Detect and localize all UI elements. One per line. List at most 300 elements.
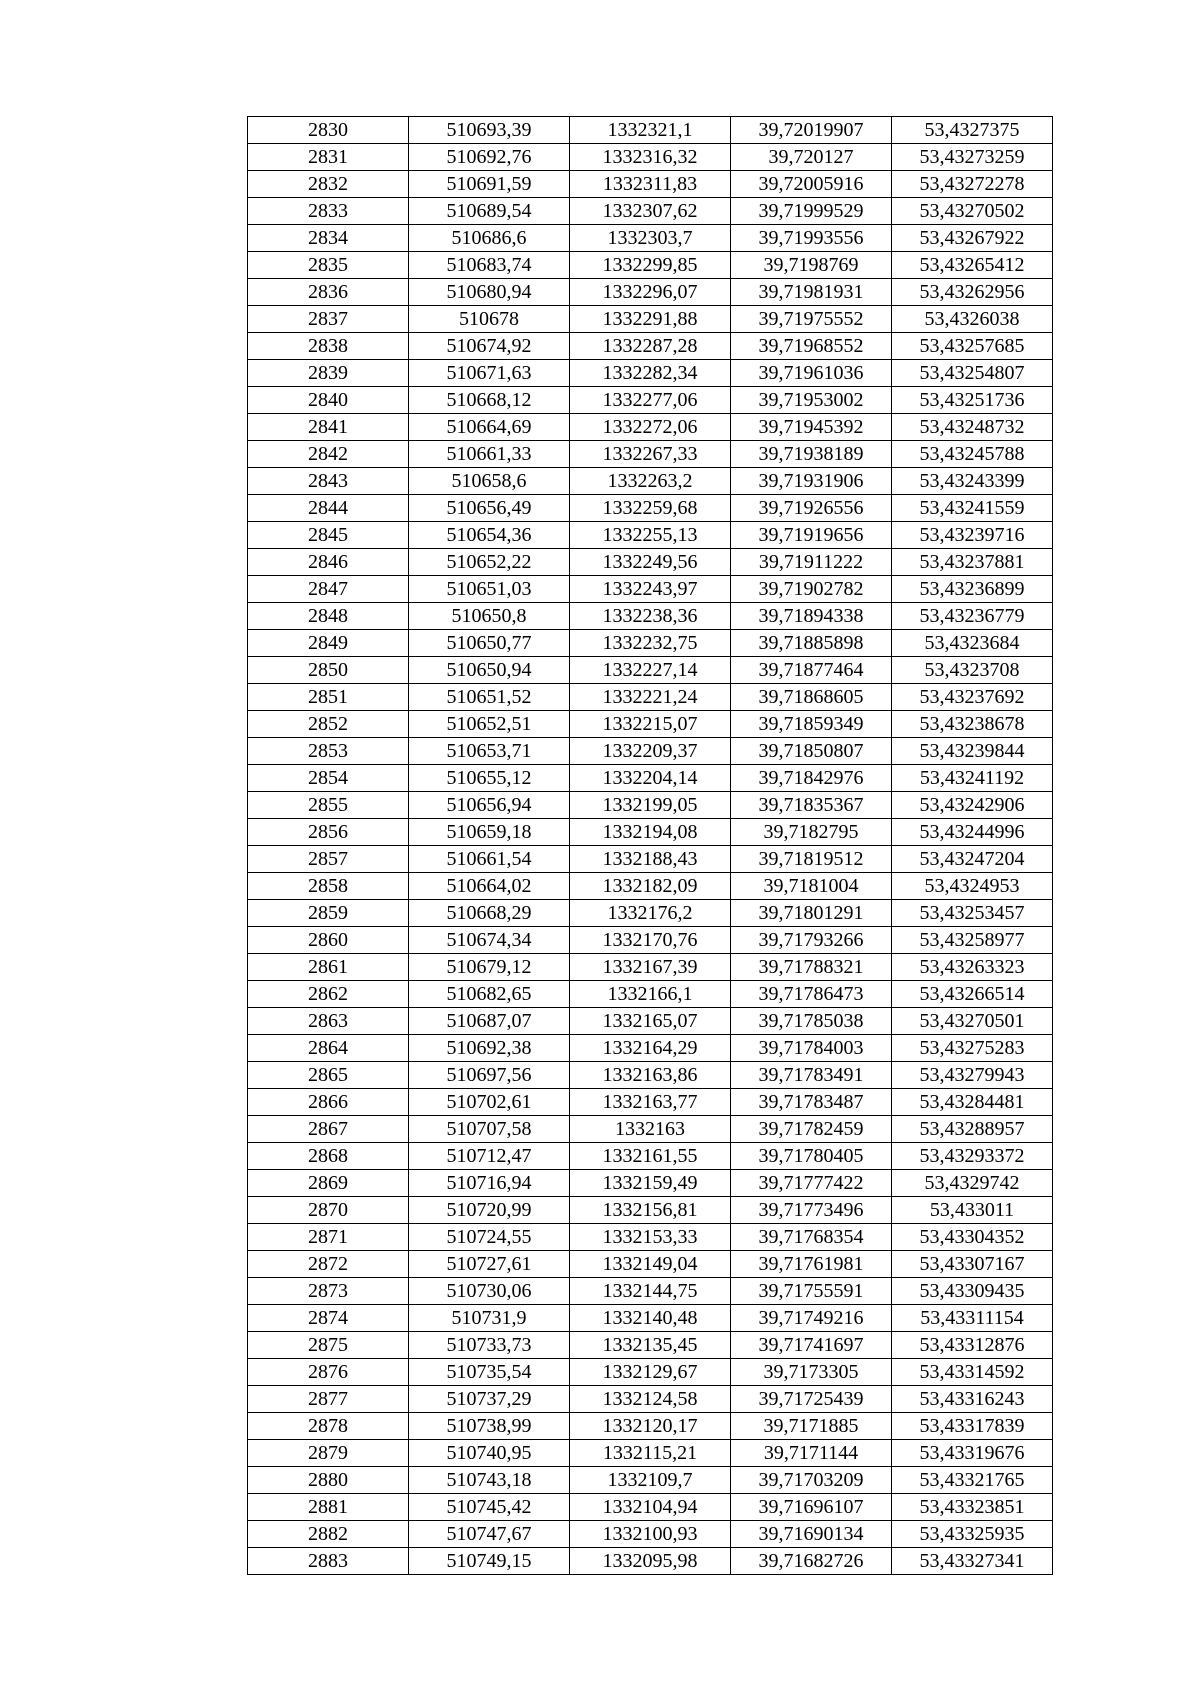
x-coordinate-cell: 510682,65 bbox=[409, 981, 570, 1008]
x-coordinate-cell: 510671,63 bbox=[409, 360, 570, 387]
x-coordinate-cell: 510691,59 bbox=[409, 171, 570, 198]
table-row bbox=[248, 225, 1053, 252]
longitude-cell: 39,71993556 bbox=[731, 225, 892, 252]
table-row bbox=[248, 387, 1053, 414]
point-number-cell: 2875 bbox=[248, 1332, 409, 1359]
longitude-cell: 39,71842976 bbox=[731, 765, 892, 792]
table-row bbox=[248, 1278, 1053, 1305]
latitude-cell: 53,43239716 bbox=[892, 522, 1053, 549]
longitude-cell: 39,71835367 bbox=[731, 792, 892, 819]
y-coordinate-cell: 1332144,75 bbox=[570, 1278, 731, 1305]
latitude-cell: 53,43241559 bbox=[892, 495, 1053, 522]
table-row bbox=[248, 1305, 1053, 1332]
table-row bbox=[248, 630, 1053, 657]
latitude-cell: 53,43263323 bbox=[892, 954, 1053, 981]
y-coordinate-cell: 1332153,33 bbox=[570, 1224, 731, 1251]
table-row bbox=[248, 522, 1053, 549]
table-row bbox=[248, 198, 1053, 225]
latitude-cell: 53,43257685 bbox=[892, 333, 1053, 360]
point-number-cell: 2877 bbox=[248, 1386, 409, 1413]
y-coordinate-cell: 1332163 bbox=[570, 1116, 731, 1143]
table-row bbox=[248, 495, 1053, 522]
y-coordinate-cell: 1332291,88 bbox=[570, 306, 731, 333]
latitude-cell: 53,43304352 bbox=[892, 1224, 1053, 1251]
table-row bbox=[248, 1386, 1053, 1413]
y-coordinate-cell: 1332316,32 bbox=[570, 144, 731, 171]
longitude-cell: 39,71859349 bbox=[731, 711, 892, 738]
point-number-cell: 2881 bbox=[248, 1494, 409, 1521]
y-coordinate-cell: 1332232,75 bbox=[570, 630, 731, 657]
x-coordinate-cell: 510652,22 bbox=[409, 549, 570, 576]
y-coordinate-cell: 1332209,37 bbox=[570, 738, 731, 765]
x-coordinate-cell: 510743,18 bbox=[409, 1467, 570, 1494]
latitude-cell: 53,43327341 bbox=[892, 1548, 1053, 1575]
x-coordinate-cell: 510702,61 bbox=[409, 1089, 570, 1116]
point-number-cell: 2846 bbox=[248, 549, 409, 576]
y-coordinate-cell: 1332282,34 bbox=[570, 360, 731, 387]
x-coordinate-cell: 510650,94 bbox=[409, 657, 570, 684]
y-coordinate-cell: 1332199,05 bbox=[570, 792, 731, 819]
latitude-cell: 53,43314592 bbox=[892, 1359, 1053, 1386]
latitude-cell: 53,43248732 bbox=[892, 414, 1053, 441]
latitude-cell: 53,43251736 bbox=[892, 387, 1053, 414]
longitude-cell: 39,71682726 bbox=[731, 1548, 892, 1575]
y-coordinate-cell: 1332129,67 bbox=[570, 1359, 731, 1386]
latitude-cell: 53,43237692 bbox=[892, 684, 1053, 711]
point-number-cell: 2859 bbox=[248, 900, 409, 927]
x-coordinate-cell: 510650,8 bbox=[409, 603, 570, 630]
longitude-cell: 39,71801291 bbox=[731, 900, 892, 927]
latitude-cell: 53,43270501 bbox=[892, 1008, 1053, 1035]
y-coordinate-cell: 1332204,14 bbox=[570, 765, 731, 792]
y-coordinate-cell: 1332165,07 bbox=[570, 1008, 731, 1035]
x-coordinate-cell: 510716,94 bbox=[409, 1170, 570, 1197]
point-number-cell: 2832 bbox=[248, 171, 409, 198]
x-coordinate-cell: 510693,39 bbox=[409, 117, 570, 144]
latitude-cell: 53,43266514 bbox=[892, 981, 1053, 1008]
longitude-cell: 39,71894338 bbox=[731, 603, 892, 630]
longitude-cell: 39,71953002 bbox=[731, 387, 892, 414]
table-row bbox=[248, 1440, 1053, 1467]
point-number-cell: 2871 bbox=[248, 1224, 409, 1251]
point-number-cell: 2831 bbox=[248, 144, 409, 171]
latitude-cell: 53,43241192 bbox=[892, 765, 1053, 792]
x-coordinate-cell: 510740,95 bbox=[409, 1440, 570, 1467]
table-row bbox=[248, 1143, 1053, 1170]
y-coordinate-cell: 1332109,7 bbox=[570, 1467, 731, 1494]
x-coordinate-cell: 510651,52 bbox=[409, 684, 570, 711]
longitude-cell: 39,71877464 bbox=[731, 657, 892, 684]
y-coordinate-cell: 1332194,08 bbox=[570, 819, 731, 846]
x-coordinate-cell: 510712,47 bbox=[409, 1143, 570, 1170]
x-coordinate-cell: 510687,07 bbox=[409, 1008, 570, 1035]
latitude-cell: 53,43254807 bbox=[892, 360, 1053, 387]
x-coordinate-cell: 510683,74 bbox=[409, 252, 570, 279]
x-coordinate-cell: 510674,34 bbox=[409, 927, 570, 954]
y-coordinate-cell: 1332163,86 bbox=[570, 1062, 731, 1089]
latitude-cell: 53,43262956 bbox=[892, 279, 1053, 306]
table-row bbox=[248, 846, 1053, 873]
point-number-cell: 2873 bbox=[248, 1278, 409, 1305]
y-coordinate-cell: 1332182,09 bbox=[570, 873, 731, 900]
table-row bbox=[248, 306, 1053, 333]
latitude-cell: 53,43237881 bbox=[892, 549, 1053, 576]
longitude-cell: 39,71793266 bbox=[731, 927, 892, 954]
y-coordinate-cell: 1332140,48 bbox=[570, 1305, 731, 1332]
x-coordinate-cell: 510731,9 bbox=[409, 1305, 570, 1332]
point-number-cell: 2880 bbox=[248, 1467, 409, 1494]
x-coordinate-cell: 510692,38 bbox=[409, 1035, 570, 1062]
point-number-cell: 2848 bbox=[248, 603, 409, 630]
latitude-cell: 53,43245788 bbox=[892, 441, 1053, 468]
x-coordinate-cell: 510664,69 bbox=[409, 414, 570, 441]
table-row bbox=[248, 1251, 1053, 1278]
latitude-cell: 53,43275283 bbox=[892, 1035, 1053, 1062]
y-coordinate-cell: 1332149,04 bbox=[570, 1251, 731, 1278]
longitude-cell: 39,71783491 bbox=[731, 1062, 892, 1089]
point-number-cell: 2860 bbox=[248, 927, 409, 954]
x-coordinate-cell: 510650,77 bbox=[409, 630, 570, 657]
y-coordinate-cell: 1332167,39 bbox=[570, 954, 731, 981]
y-coordinate-cell: 1332255,13 bbox=[570, 522, 731, 549]
table-row bbox=[248, 1008, 1053, 1035]
latitude-cell: 53,43323851 bbox=[892, 1494, 1053, 1521]
y-coordinate-cell: 1332161,55 bbox=[570, 1143, 731, 1170]
point-number-cell: 2862 bbox=[248, 981, 409, 1008]
y-coordinate-cell: 1332321,1 bbox=[570, 117, 731, 144]
x-coordinate-cell: 510668,29 bbox=[409, 900, 570, 927]
point-number-cell: 2878 bbox=[248, 1413, 409, 1440]
longitude-cell: 39,71703209 bbox=[731, 1467, 892, 1494]
y-coordinate-cell: 1332124,58 bbox=[570, 1386, 731, 1413]
x-coordinate-cell: 510655,12 bbox=[409, 765, 570, 792]
longitude-cell: 39,71786473 bbox=[731, 981, 892, 1008]
point-number-cell: 2872 bbox=[248, 1251, 409, 1278]
x-coordinate-cell: 510661,33 bbox=[409, 441, 570, 468]
longitude-cell: 39,71945392 bbox=[731, 414, 892, 441]
table-row bbox=[248, 1467, 1053, 1494]
x-coordinate-cell: 510689,54 bbox=[409, 198, 570, 225]
x-coordinate-cell: 510686,6 bbox=[409, 225, 570, 252]
longitude-cell: 39,71741697 bbox=[731, 1332, 892, 1359]
latitude-cell: 53,43244996 bbox=[892, 819, 1053, 846]
point-number-cell: 2834 bbox=[248, 225, 409, 252]
point-number-cell: 2844 bbox=[248, 495, 409, 522]
point-number-cell: 2883 bbox=[248, 1548, 409, 1575]
point-number-cell: 2874 bbox=[248, 1305, 409, 1332]
longitude-cell: 39,71885898 bbox=[731, 630, 892, 657]
table-row bbox=[248, 1521, 1053, 1548]
longitude-cell: 39,71780405 bbox=[731, 1143, 892, 1170]
y-coordinate-cell: 1332188,43 bbox=[570, 846, 731, 873]
longitude-cell: 39,71782459 bbox=[731, 1116, 892, 1143]
latitude-cell: 53,4324953 bbox=[892, 873, 1053, 900]
table-row bbox=[248, 603, 1053, 630]
longitude-cell: 39,71783487 bbox=[731, 1089, 892, 1116]
table-row bbox=[248, 1035, 1053, 1062]
x-coordinate-cell: 510656,49 bbox=[409, 495, 570, 522]
table-row bbox=[248, 252, 1053, 279]
point-number-cell: 2869 bbox=[248, 1170, 409, 1197]
table-row bbox=[248, 657, 1053, 684]
y-coordinate-cell: 1332135,45 bbox=[570, 1332, 731, 1359]
x-coordinate-cell: 510656,94 bbox=[409, 792, 570, 819]
x-coordinate-cell: 510668,12 bbox=[409, 387, 570, 414]
y-coordinate-cell: 1332104,94 bbox=[570, 1494, 731, 1521]
y-coordinate-cell: 1332307,62 bbox=[570, 198, 731, 225]
latitude-cell: 53,43316243 bbox=[892, 1386, 1053, 1413]
point-number-cell: 2876 bbox=[248, 1359, 409, 1386]
y-coordinate-cell: 1332243,97 bbox=[570, 576, 731, 603]
longitude-cell: 39,71902782 bbox=[731, 576, 892, 603]
table-row bbox=[248, 1332, 1053, 1359]
y-coordinate-cell: 1332115,21 bbox=[570, 1440, 731, 1467]
point-number-cell: 2837 bbox=[248, 306, 409, 333]
table-row bbox=[248, 1197, 1053, 1224]
longitude-cell: 39,71999529 bbox=[731, 198, 892, 225]
point-number-cell: 2861 bbox=[248, 954, 409, 981]
longitude-cell: 39,720127 bbox=[731, 144, 892, 171]
longitude-cell: 39,7171885 bbox=[731, 1413, 892, 1440]
latitude-cell: 53,43258977 bbox=[892, 927, 1053, 954]
latitude-cell: 53,43242906 bbox=[892, 792, 1053, 819]
point-number-cell: 2836 bbox=[248, 279, 409, 306]
point-number-cell: 2842 bbox=[248, 441, 409, 468]
longitude-cell: 39,71690134 bbox=[731, 1521, 892, 1548]
y-coordinate-cell: 1332159,49 bbox=[570, 1170, 731, 1197]
table-row bbox=[248, 549, 1053, 576]
latitude-cell: 53,43312876 bbox=[892, 1332, 1053, 1359]
point-number-cell: 2853 bbox=[248, 738, 409, 765]
y-coordinate-cell: 1332163,77 bbox=[570, 1089, 731, 1116]
point-number-cell: 2866 bbox=[248, 1089, 409, 1116]
y-coordinate-cell: 1332249,56 bbox=[570, 549, 731, 576]
y-coordinate-cell: 1332311,83 bbox=[570, 171, 731, 198]
longitude-cell: 39,71749216 bbox=[731, 1305, 892, 1332]
y-coordinate-cell: 1332272,06 bbox=[570, 414, 731, 441]
point-number-cell: 2857 bbox=[248, 846, 409, 873]
longitude-cell: 39,72019907 bbox=[731, 117, 892, 144]
table-row bbox=[248, 1116, 1053, 1143]
x-coordinate-cell: 510664,02 bbox=[409, 873, 570, 900]
point-number-cell: 2870 bbox=[248, 1197, 409, 1224]
latitude-cell: 53,43236779 bbox=[892, 603, 1053, 630]
table-row bbox=[248, 711, 1053, 738]
longitude-cell: 39,71785038 bbox=[731, 1008, 892, 1035]
x-coordinate-cell: 510697,56 bbox=[409, 1062, 570, 1089]
table-row bbox=[248, 468, 1053, 495]
y-coordinate-cell: 1332259,68 bbox=[570, 495, 731, 522]
table-row bbox=[248, 279, 1053, 306]
latitude-cell: 53,4326038 bbox=[892, 306, 1053, 333]
longitude-cell: 39,71868605 bbox=[731, 684, 892, 711]
y-coordinate-cell: 1332156,81 bbox=[570, 1197, 731, 1224]
x-coordinate-cell: 510724,55 bbox=[409, 1224, 570, 1251]
y-coordinate-cell: 1332166,1 bbox=[570, 981, 731, 1008]
x-coordinate-cell: 510738,99 bbox=[409, 1413, 570, 1440]
latitude-cell: 53,43253457 bbox=[892, 900, 1053, 927]
table-row bbox=[248, 738, 1053, 765]
table-row bbox=[248, 1548, 1053, 1575]
table-row bbox=[248, 1170, 1053, 1197]
longitude-cell: 39,71784003 bbox=[731, 1035, 892, 1062]
x-coordinate-cell: 510720,99 bbox=[409, 1197, 570, 1224]
y-coordinate-cell: 1332164,29 bbox=[570, 1035, 731, 1062]
point-number-cell: 2864 bbox=[248, 1035, 409, 1062]
x-coordinate-cell: 510737,29 bbox=[409, 1386, 570, 1413]
x-coordinate-cell: 510735,54 bbox=[409, 1359, 570, 1386]
y-coordinate-cell: 1332215,07 bbox=[570, 711, 731, 738]
latitude-cell: 53,4329742 bbox=[892, 1170, 1053, 1197]
longitude-cell: 39,71938189 bbox=[731, 441, 892, 468]
table-row bbox=[248, 171, 1053, 198]
point-number-cell: 2856 bbox=[248, 819, 409, 846]
latitude-cell: 53,43265412 bbox=[892, 252, 1053, 279]
table-row bbox=[248, 117, 1053, 144]
longitude-cell: 39,71788321 bbox=[731, 954, 892, 981]
y-coordinate-cell: 1332221,24 bbox=[570, 684, 731, 711]
x-coordinate-cell: 510678 bbox=[409, 306, 570, 333]
y-coordinate-cell: 1332296,07 bbox=[570, 279, 731, 306]
latitude-cell: 53,43288957 bbox=[892, 1116, 1053, 1143]
longitude-cell: 39,71768354 bbox=[731, 1224, 892, 1251]
table-row bbox=[248, 144, 1053, 171]
latitude-cell: 53,43321765 bbox=[892, 1467, 1053, 1494]
longitude-cell: 39,72005916 bbox=[731, 171, 892, 198]
x-coordinate-cell: 510680,94 bbox=[409, 279, 570, 306]
point-number-cell: 2863 bbox=[248, 1008, 409, 1035]
y-coordinate-cell: 1332238,36 bbox=[570, 603, 731, 630]
y-coordinate-cell: 1332227,14 bbox=[570, 657, 731, 684]
point-number-cell: 2838 bbox=[248, 333, 409, 360]
longitude-cell: 39,7198769 bbox=[731, 252, 892, 279]
latitude-cell: 53,43239844 bbox=[892, 738, 1053, 765]
x-coordinate-cell: 510707,58 bbox=[409, 1116, 570, 1143]
latitude-cell: 53,4323684 bbox=[892, 630, 1053, 657]
longitude-cell: 39,71911222 bbox=[731, 549, 892, 576]
longitude-cell: 39,71850807 bbox=[731, 738, 892, 765]
table-row bbox=[248, 414, 1053, 441]
point-number-cell: 2852 bbox=[248, 711, 409, 738]
latitude-cell: 53,4323708 bbox=[892, 657, 1053, 684]
latitude-cell: 53,43309435 bbox=[892, 1278, 1053, 1305]
latitude-cell: 53,43319676 bbox=[892, 1440, 1053, 1467]
latitude-cell: 53,433011 bbox=[892, 1197, 1053, 1224]
longitude-cell: 39,71777422 bbox=[731, 1170, 892, 1197]
x-coordinate-cell: 510651,03 bbox=[409, 576, 570, 603]
latitude-cell: 53,43267922 bbox=[892, 225, 1053, 252]
y-coordinate-cell: 1332287,28 bbox=[570, 333, 731, 360]
coordinates-table bbox=[247, 116, 1053, 1575]
x-coordinate-cell: 510692,76 bbox=[409, 144, 570, 171]
y-coordinate-cell: 1332170,76 bbox=[570, 927, 731, 954]
latitude-cell: 53,43284481 bbox=[892, 1089, 1053, 1116]
table-row bbox=[248, 1062, 1053, 1089]
x-coordinate-cell: 510661,54 bbox=[409, 846, 570, 873]
x-coordinate-cell: 510659,18 bbox=[409, 819, 570, 846]
table-row bbox=[248, 900, 1053, 927]
x-coordinate-cell: 510745,42 bbox=[409, 1494, 570, 1521]
point-number-cell: 2865 bbox=[248, 1062, 409, 1089]
longitude-cell: 39,71919656 bbox=[731, 522, 892, 549]
y-coordinate-cell: 1332267,33 bbox=[570, 441, 731, 468]
longitude-cell: 39,71961036 bbox=[731, 360, 892, 387]
x-coordinate-cell: 510730,06 bbox=[409, 1278, 570, 1305]
x-coordinate-cell: 510727,61 bbox=[409, 1251, 570, 1278]
longitude-cell: 39,71761981 bbox=[731, 1251, 892, 1278]
latitude-cell: 53,43243399 bbox=[892, 468, 1053, 495]
point-number-cell: 2839 bbox=[248, 360, 409, 387]
point-number-cell: 2841 bbox=[248, 414, 409, 441]
point-number-cell: 2830 bbox=[248, 117, 409, 144]
point-number-cell: 2833 bbox=[248, 198, 409, 225]
y-coordinate-cell: 1332303,7 bbox=[570, 225, 731, 252]
point-number-cell: 2858 bbox=[248, 873, 409, 900]
x-coordinate-cell: 510749,15 bbox=[409, 1548, 570, 1575]
longitude-cell: 39,7182795 bbox=[731, 819, 892, 846]
longitude-cell: 39,71968552 bbox=[731, 333, 892, 360]
x-coordinate-cell: 510674,92 bbox=[409, 333, 570, 360]
latitude-cell: 53,43311154 bbox=[892, 1305, 1053, 1332]
point-number-cell: 2849 bbox=[248, 630, 409, 657]
x-coordinate-cell: 510733,73 bbox=[409, 1332, 570, 1359]
table-row bbox=[248, 333, 1053, 360]
longitude-cell: 39,71755591 bbox=[731, 1278, 892, 1305]
table-row bbox=[248, 1089, 1053, 1116]
point-number-cell: 2854 bbox=[248, 765, 409, 792]
longitude-cell: 39,7173305 bbox=[731, 1359, 892, 1386]
table-row bbox=[248, 441, 1053, 468]
latitude-cell: 53,43279943 bbox=[892, 1062, 1053, 1089]
latitude-cell: 53,43307167 bbox=[892, 1251, 1053, 1278]
table-row bbox=[248, 873, 1053, 900]
point-number-cell: 2851 bbox=[248, 684, 409, 711]
table-row bbox=[248, 684, 1053, 711]
latitude-cell: 53,43270502 bbox=[892, 198, 1053, 225]
longitude-cell: 39,71725439 bbox=[731, 1386, 892, 1413]
point-number-cell: 2868 bbox=[248, 1143, 409, 1170]
table-row bbox=[248, 576, 1053, 603]
latitude-cell: 53,43273259 bbox=[892, 144, 1053, 171]
point-number-cell: 2847 bbox=[248, 576, 409, 603]
latitude-cell: 53,43317839 bbox=[892, 1413, 1053, 1440]
longitude-cell: 39,71773496 bbox=[731, 1197, 892, 1224]
x-coordinate-cell: 510654,36 bbox=[409, 522, 570, 549]
table-row bbox=[248, 1359, 1053, 1386]
longitude-cell: 39,7181004 bbox=[731, 873, 892, 900]
point-number-cell: 2843 bbox=[248, 468, 409, 495]
y-coordinate-cell: 1332299,85 bbox=[570, 252, 731, 279]
table-row bbox=[248, 954, 1053, 981]
table-row bbox=[248, 819, 1053, 846]
latitude-cell: 53,43272278 bbox=[892, 171, 1053, 198]
longitude-cell: 39,71819512 bbox=[731, 846, 892, 873]
x-coordinate-cell: 510653,71 bbox=[409, 738, 570, 765]
longitude-cell: 39,71931906 bbox=[731, 468, 892, 495]
latitude-cell: 53,43247204 bbox=[892, 846, 1053, 873]
y-coordinate-cell: 1332120,17 bbox=[570, 1413, 731, 1440]
table-row bbox=[248, 981, 1053, 1008]
y-coordinate-cell: 1332277,06 bbox=[570, 387, 731, 414]
longitude-cell: 39,71696107 bbox=[731, 1494, 892, 1521]
x-coordinate-cell: 510652,51 bbox=[409, 711, 570, 738]
point-number-cell: 2855 bbox=[248, 792, 409, 819]
y-coordinate-cell: 1332176,2 bbox=[570, 900, 731, 927]
point-number-cell: 2867 bbox=[248, 1116, 409, 1143]
latitude-cell: 53,4327375 bbox=[892, 117, 1053, 144]
table-row bbox=[248, 765, 1053, 792]
point-number-cell: 2850 bbox=[248, 657, 409, 684]
